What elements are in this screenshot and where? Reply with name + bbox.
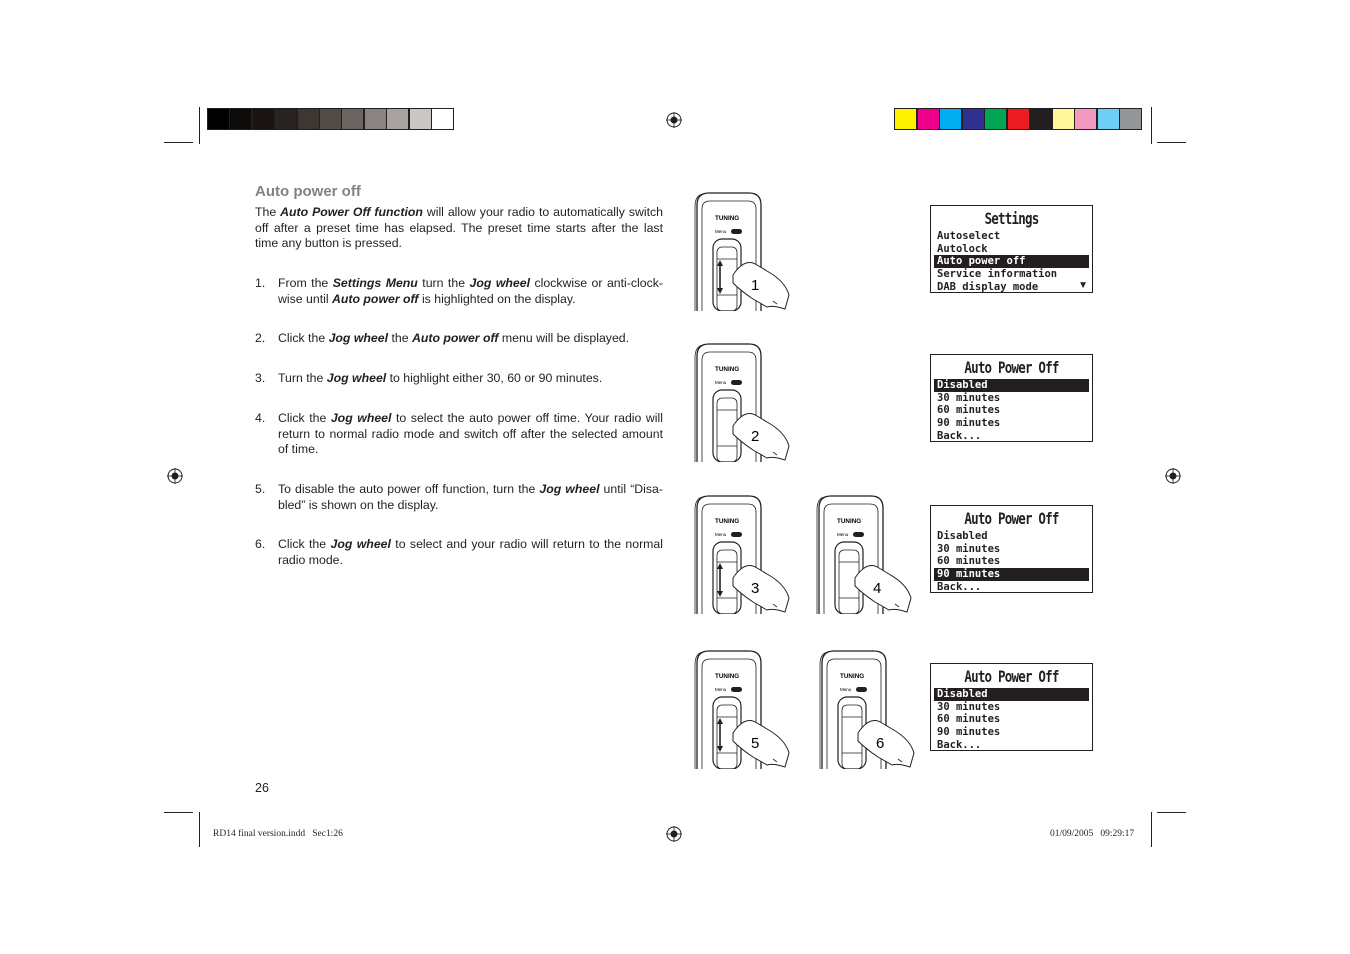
scroll-down-arrow-icon: ▼ — [1078, 280, 1088, 291]
step-number-label: 2 — [751, 428, 760, 445]
crop-mark — [1157, 812, 1186, 813]
lcd-menu-item-selected: Disabled — [934, 688, 1089, 701]
menu-label: Menu — [840, 687, 852, 692]
footer-file-info: RD14 final version.indd Sec1:26 — [213, 829, 343, 839]
process-swatch — [917, 108, 940, 130]
lcd-title: Auto Power Off — [964, 667, 1059, 686]
radio-illustration-step-1 — [693, 191, 793, 311]
lcd-screen-auto-power-off-disabled — [930, 354, 1093, 442]
lcd-title: Settings — [984, 209, 1039, 228]
lcd-screen-auto-power-off-disabled-select — [930, 663, 1093, 751]
radio-illustration-step-6 — [818, 649, 918, 769]
lcd-menu-item: 30 minutes — [937, 542, 1001, 555]
lcd-menu-item: 30 minutes — [937, 700, 1001, 713]
lcd-screen-auto-power-off-90 — [930, 505, 1093, 593]
grayscale-swatch — [431, 108, 454, 130]
process-swatch — [894, 108, 917, 130]
lcd-title: Auto Power Off — [964, 509, 1059, 528]
lcd-menu-item: Autoselect — [937, 230, 1001, 242]
lcd-menu-item: Back... — [937, 429, 982, 442]
process-swatch — [1119, 108, 1142, 130]
page-number: 26 — [255, 781, 269, 795]
crop-mark — [164, 142, 193, 143]
registration-target-icon — [666, 112, 682, 128]
lcd-screen-settings — [930, 205, 1093, 293]
lcd-menu-item: 30 minutes — [937, 391, 1001, 404]
lcd-menu-item: 60 minutes — [937, 404, 1001, 417]
registration-target-icon — [1165, 468, 1181, 484]
process-swatch — [1029, 108, 1052, 130]
tuning-label: TUNING — [715, 366, 740, 373]
menu-label: Menu — [715, 532, 727, 537]
process-swatch — [962, 108, 985, 130]
grayscale-swatch — [252, 108, 275, 130]
lcd-menu-item: 90 minutes — [937, 417, 1001, 430]
menu-label: Menu — [715, 229, 727, 234]
step-number-label: 3 — [751, 580, 760, 597]
radio-illustration-step-2 — [693, 342, 793, 462]
grayscale-swatch — [386, 108, 409, 130]
crop-mark — [199, 812, 200, 847]
menu-label: Menu — [715, 380, 727, 385]
crop-mark — [1157, 142, 1186, 143]
crop-mark — [199, 107, 200, 144]
process-swatch — [939, 108, 962, 130]
lcd-menu-item: DAB display mode — [937, 280, 1039, 293]
grayscale-swatch — [364, 108, 387, 130]
process-swatch — [984, 108, 1007, 130]
lcd-menu-item: Back... — [937, 738, 982, 751]
tuning-label: TUNING — [715, 673, 740, 680]
process-swatch — [1097, 108, 1120, 130]
tuning-label: TUNING — [840, 673, 865, 680]
step-number-label: 1 — [751, 277, 760, 294]
step-number-label: 5 — [751, 735, 760, 752]
grayscale-swatch — [297, 108, 320, 130]
grayscale-swatch — [319, 108, 342, 130]
lcd-title: Auto Power Off — [964, 358, 1059, 377]
radio-illustration-step-4 — [815, 494, 915, 614]
tuning-label: TUNING — [715, 518, 740, 525]
process-swatch — [1052, 108, 1075, 130]
lcd-menu-item: Autolock — [937, 242, 988, 255]
lcd-menu-item-selected: Auto power off — [934, 255, 1089, 268]
registration-target-icon — [666, 826, 682, 842]
lcd-menu-item: 60 minutes — [937, 713, 1001, 726]
menu-label: Menu — [715, 687, 727, 692]
crop-mark — [1151, 812, 1152, 847]
lcd-menu-item: Back... — [937, 580, 982, 593]
lcd-menu-item: 90 minutes — [937, 726, 1001, 739]
registration-target-icon — [167, 468, 183, 484]
grayscale-swatch — [409, 108, 432, 130]
crop-mark — [1151, 107, 1152, 144]
crop-mark — [164, 812, 193, 813]
grayscale-swatch — [274, 108, 297, 130]
process-swatch — [1074, 108, 1097, 130]
lcd-menu-item: Disabled — [937, 530, 988, 542]
grayscale-swatch — [207, 108, 230, 130]
lcd-menu-item-selected: 90 minutes — [934, 568, 1089, 581]
grayscale-swatch — [229, 108, 252, 130]
section-heading: Auto power off — [255, 183, 361, 200]
step-number-label: 6 — [876, 735, 885, 752]
radio-illustration-step-5 — [693, 649, 793, 769]
lcd-menu-item-selected: Disabled — [934, 379, 1089, 392]
menu-label: Menu — [837, 532, 849, 537]
lcd-menu-item: 60 minutes — [937, 555, 1001, 568]
process-swatch — [1007, 108, 1030, 130]
tuning-label: TUNING — [715, 215, 740, 222]
tuning-label: TUNING — [837, 518, 862, 525]
footer-timestamp: 01/09/2005 09:29:17 — [1050, 829, 1135, 839]
lcd-menu-item: Service information — [937, 268, 1058, 281]
grayscale-swatch — [341, 108, 364, 130]
intro-paragraph: The Auto Power Off function will allow your radio to automatically switch off after a preset time has elapsed. The preset time starts after the last time any button is pressed. — [255, 205, 664, 251]
radio-illustration-step-3 — [693, 494, 793, 614]
step-number-label: 4 — [873, 580, 882, 597]
